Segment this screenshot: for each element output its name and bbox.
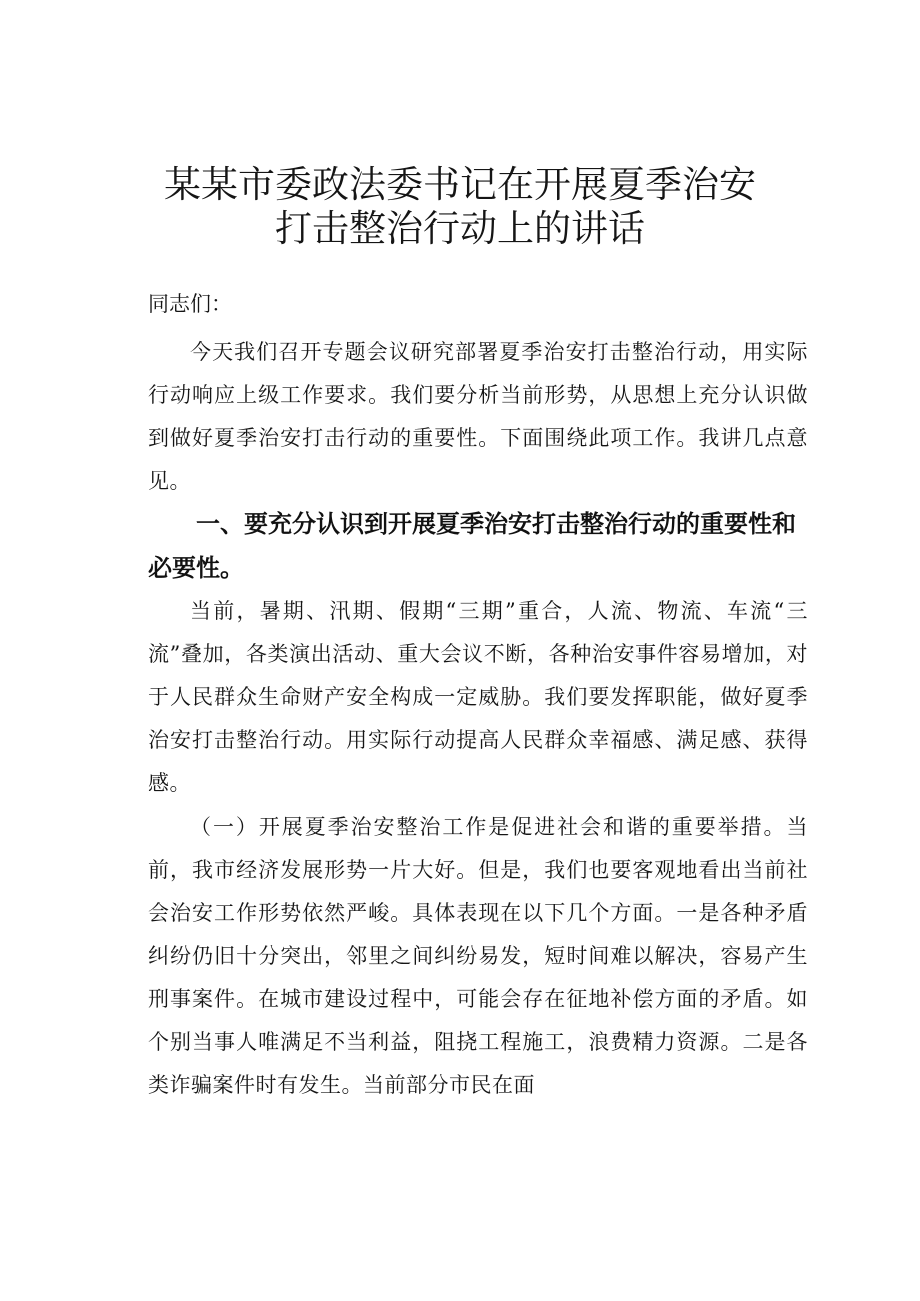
document-title-line-1: 某某市委政法委书记在开展夏季治安 — [164, 163, 756, 206]
salutation: 同志们： — [148, 292, 232, 316]
paragraph-intro: 今天我们召开专题会议研究部署夏季治安打击整治行动，用实际行动响应上级工作要求。我们要分析当前形势，从思想上充分认识做到做好夏季治安打击行动的重要性。下面围绕此项工作。我讲几点意见。 — [148, 340, 808, 493]
document-title-line-2: 打击整治行动上的讲话 — [275, 207, 645, 250]
section-heading-1: 一、要充分认识到开展夏季治安打击整治行动的重要性和必要性。 — [148, 510, 796, 582]
paragraph-subsection-1: （一）开展夏季治安整治工作是促进社会和谐的重要举措。当前，我市经济发展形势一片大好。但是，我们也要客观地看出当前社会治安工作形势依然严峻。具体表现在以下几个方面。一是各种矛盾纠纷仍旧十分突出，邻里之间纠纷易发，短时间难以解决，容易产生刑事案件。在城市建设过程中，可能会存在征地补偿方面的矛盾。如个别当事人唯满足不当利益，阻挠工程施工，浪费精力资源。二是各类诈骗案件时有发生。当前部分市民在面 — [148, 815, 808, 1097]
paragraph-situation: 当前，暑期、汛期、假期“三期”重合，人流、物流、车流“三流”叠加，各类演出活动、重大会议不断，各种治安事件容易增加，对于人民群众生命财产安全构成一定威胁。我们要发挥职能，做好夏季治安打击整治行动。用实际行动提高人民群众幸福感、满足感、获得感。 — [148, 599, 808, 795]
